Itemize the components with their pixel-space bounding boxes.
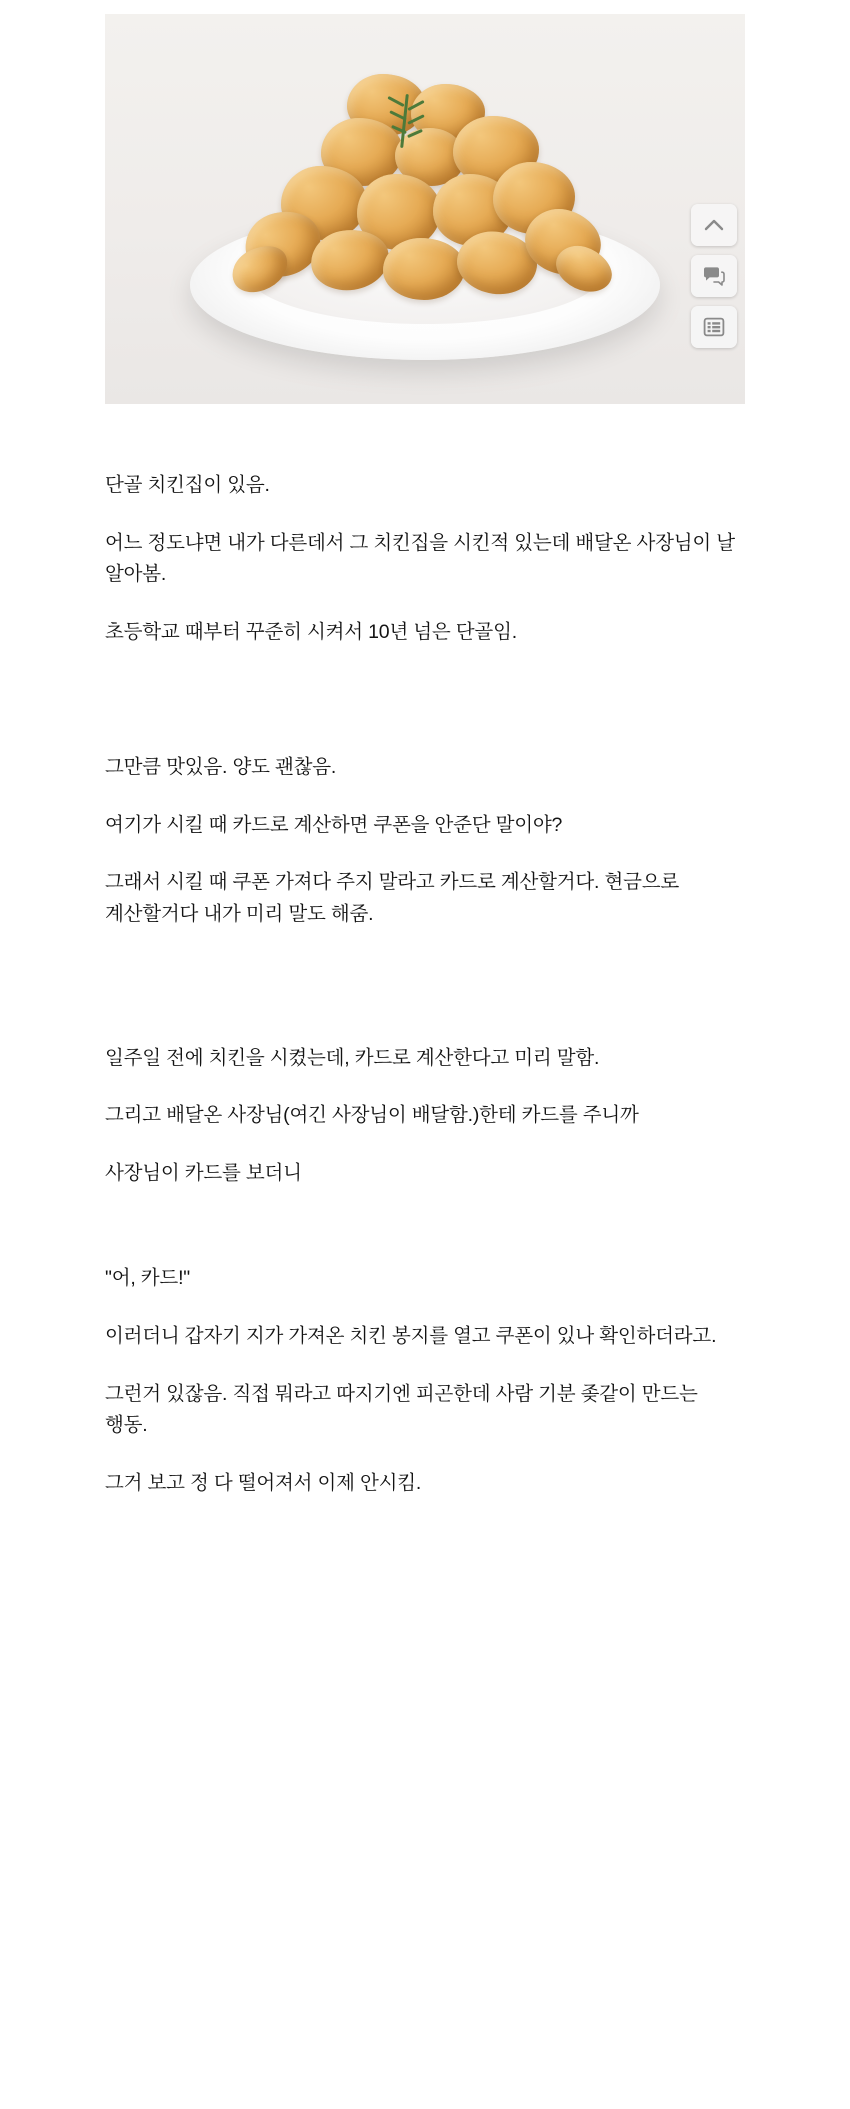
paragraph: 단골 치킨집이 있음. [105, 474, 270, 496]
chicken-pile [225, 70, 625, 320]
paragraph: "어, 카드!" [105, 1267, 191, 1290]
paragraph: 그만큼 맛있음. 양도 괜찮음. [105, 756, 337, 779]
comments-button[interactable] [691, 255, 737, 297]
comment-bubble-icon [702, 266, 726, 286]
paragraph: 이러더니 갑자기 지가 가져온 치킨 봉지를 열고 쿠폰이 있나 확인하더라고. [105, 1324, 717, 1347]
paragraph: 일주일 전에 치킨을 시켰는데, 카드로 계산한다고 미리 말함. [105, 1046, 600, 1069]
paragraph: 초등학교 때부터 꾸준히 시켜서 10년 넘은 단골임. [105, 620, 517, 643]
list-icon [703, 317, 725, 337]
paragraph: 어느 정도냐면 내가 다른데서 그 치킨집을 시킨적 있는데 배달온 사장님이 날 알아봄. [105, 531, 735, 586]
paragraph: 그리고 배달온 사장님(여긴 사장님이 배달함.)한테 카드를 주니까 [105, 1104, 639, 1127]
list-view-button[interactable] [691, 306, 737, 348]
paragraph: 그래서 시킬 때 쿠폰 가져다 주지 말라고 카드로 계산할거다. 현금으로 계산할거다 내가 미리 말도 해줌. [105, 871, 680, 926]
hero-section [105, 0, 745, 404]
paragraph: 사장님이 카드를 보더니 [105, 1161, 302, 1184]
floating-toolbar [691, 204, 737, 348]
article-body [105, 404, 745, 1565]
paragraph: 그거 보고 정 다 떨어져서 이제 안시킴. [105, 1471, 422, 1494]
scroll-to-top-button[interactable] [691, 204, 737, 246]
chevron-up-icon [703, 217, 725, 233]
paragraph: 그런거 있잖음. 직접 뭐라고 따지기엔 피곤한데 사람 기분 좆같이 만드는 행동. [105, 1382, 698, 1437]
paragraph: 여기가 시킬 때 카드로 계산하면 쿠폰을 안준단 말이야? [105, 813, 563, 836]
rosemary-garnish [375, 90, 445, 150]
fried-chicken-photo [105, 14, 745, 404]
